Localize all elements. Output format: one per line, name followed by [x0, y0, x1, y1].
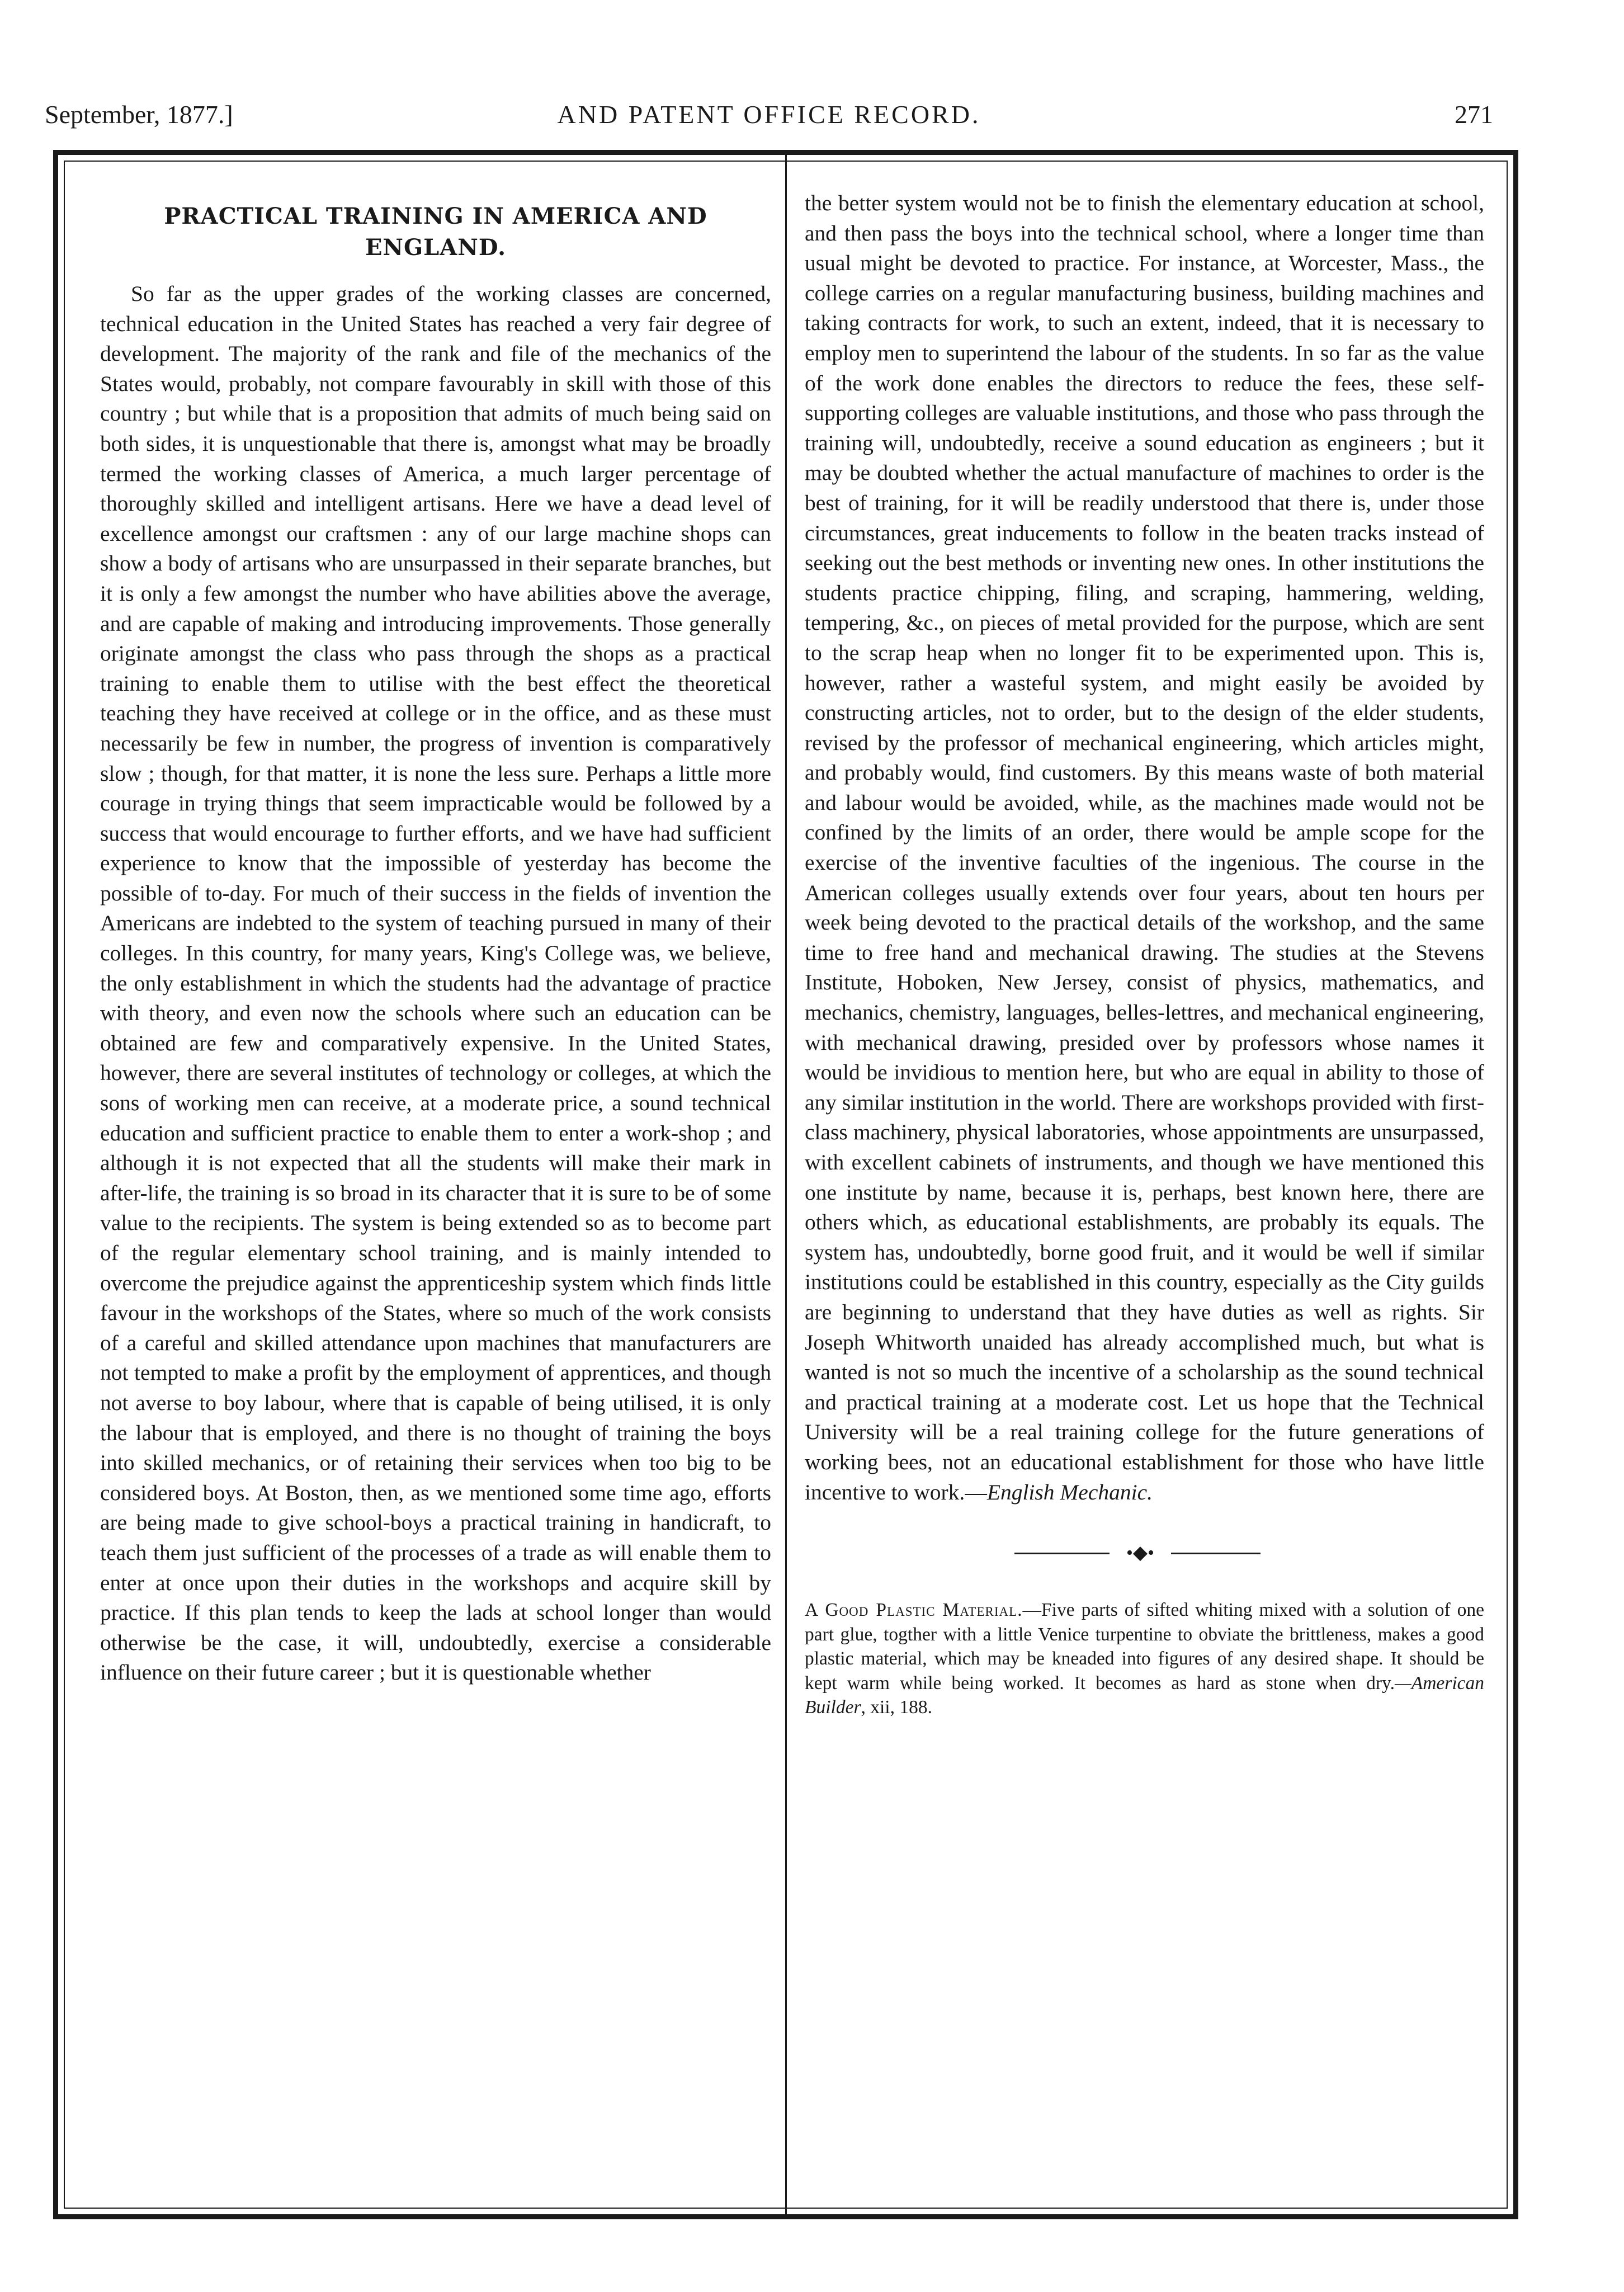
article-body-left: So far as the upper grades of the working classes are concerned, technical education in the United States has reached a very fair degree of development. The majority of the rank and file of the mechanics of the States would, probably, not compare favourably in skill with those of this country ; but while that is a proposition that admits of much being said on both sides, it is unquestionable that there is, amongst what may be broadly termed the working classes of America, a much larger percentage of thoroughly skilled and intelligent artisans. Here we have a dead level of excellence amongst our craftsmen : any of our large machine shops can show a body of artisans who are unsurpassed in their separate branches, but it is only a few amongst the number who have abilities above the average, and are capable of making and introducing improvements. Those generally originate amongst the class who pass through the shops as a practical training to enable them to utilise with the best effect the theoretical teaching they have received at college or in the office, and as these must necessarily be few in number, the progress of invention is comparatively slow ; though, for that matter, it is none the less sure. Perhaps a little more courage in trying things that seem impracticable would be followed by a success that would encourage to further efforts, and we have had sufficient experience to know that the impossible of yesterday has become the possible of to-day. For much of their success in the fields of invention the Americans are indebted to the system of teaching pursued in many of their colleges. In this country, for many years, King's College was, we believe, the only establishment in which the students had the advantage of practice with theory, and even now the schools where such an education can be obtained are few and comparatively expensive. In the United States, however, there are several institutes of technology or colleges, at which the sons of working men can receive, at a moderate price, a sound technical education and sufficient practice to enable them to enter a work-shop ; and although it is not expected that all the students will make their mark in after-life, the training is so broad in its character that it is sure to be of some value to the recipients. The system is being extended so as to become part of the regular elementary school training, and is mainly intended to overcome the prejudice against the apprenticeship system which finds little favour in the workshops of the States, where so much of the work consists of a careful and skilled attendance upon machines that manufacturers are not tempted to make a profit by the employment of apprentices, and though not averse to boy labour, where that is capable of being utilised, it is only the labour that is employed, and there is no thought of training the boys into skilled mechanics, or of retaining their services when too big to be considered boys. At Boston, then, as we mentioned some time ago, efforts are being made to give school-boys a practical training in handicraft, to teach them just sufficient of the processes of a trade as will enable them to enter at once upon their duties in the workshops and acquire skill by practice. If this plan tends to keep the lads at school longer than would otherwise be the case, it will, undoubtedly, exercise a considerable influence on their future career ; but it is questionable whether	[100, 281, 771, 1685]
section-ornament	[805, 1542, 1484, 1564]
left-column	[100, 188, 771, 1688]
article-body-right-text: the better system would not be to finish the elementary education at school, and then pass the boys into the technical school, where a longer time than usual might be devoted to practice. For instance, at Worcester, Mass., the college carries on a regular manufacturing business, building machines and taking contracts for work, to such an extent, indeed, that it is necessary to employ men to superintend the labour of the students. In so far as the value of the work done enables the directors to reduce the fees, these self-supporting colleges are valuable institutions, and those who pass through the training will, undoubtedly, receive a sound education as engineers ; but it may be doubted whether the actual manufacture of machines to order is the best of training, for it will be readily understood that there is, under those circumstances, great inducements to follow in the beaten tracks instead of seeking out the best methods or inventing new ones. In other institutions the students practice chipping, filing, and scraping, hammering, welding, tempering, &c., on pieces of metal provided for the purpose, which are sent to the scrap heap when no longer fit to be experimented upon. This is, however, rather a wasteful system, and might easily be avoided by constructing articles, not to order, but to the design of the elder students, revised by the professor of mechanical engineering, which articles might, and probably would, find customers. By this means waste of both material and labour would be avoided, while, as the machines made would not be confined by the limits of an order, there would be ample scope for the exercise of the inventive faculties of the ingenious. The course in the American colleges usually extends over four years, about ten hours per week being devoted to the practical details of the workshop, and the same time to free hand and mechanical drawing. The studies at the Stevens Institute, Hoboken, New Jersey, consist of physics, mathematics, and mechanics, chemistry, languages, belles-lettres, and mechanical engineering, with mechanical drawing, presided over by professors whose names it would be invidious to mention here, but who are equal in ability to those of any similar institution in the world. There are workshops provided with first-class machinery, physical laboratories, whose appointments are unsurpassed, with excellent cabinets of instruments, and though we have mentioned this one institute by name, because it is, perhaps, best known here, there are others which, as educational establishments, are probably its equals. The system has, undoubtedly, borne good fruit, and it would be well if similar institutions could be established in this country, especially as the City guilds are beginning to understand that they have duties as well as rights. Sir Joseph Whitworth unaided has already accomplished much, but what is wanted is not so much the incentive of a scholarship as the sound technical and practical training at a moderate cost. Let us hope that the Technical University will be a real training college for the future generations of working bees, not an educational establishment for those who have little incentive to work.	[805, 191, 1484, 1505]
article-source: English Mechanic.	[986, 1479, 1153, 1505]
ornament-glyph: •◆•	[1110, 1542, 1171, 1564]
page-frame	[53, 150, 1518, 2219]
note-body: —Five parts of sifted whiting mixed with a solution of one part glue, togther with a little Venice turpentine to obviate the brittleness, makes a good plastic material, which may be kneaded into figures of any desired shape. It should be kept warm while being worked. It becomes as hard as stone when dry.	[805, 1600, 1484, 1694]
article-body-right: the better system would not be to finish the elementary education at school, and then pass the boys into the technical school, where a longer time than usual might be devoted to practice. For instance, at Worcester, Mass., the college carries on a regular manufacturing business, building machines and taking contracts for work, to such an extent, indeed, that it is necessary to employ men to superintend the labour of the students. In so far as the value of the work done enables the directors to reduce the fees, these self-supporting colleges are valuable institutions, and those who pass through the training will, undoubtedly, receive a sound education as engineers ; but it may be doubted whether the actual manufacture of machines to order is the best of training, for it will be readily understood that there is, under those circumstances, great inducements to follow in the beaten tracks instead of seeking out the best methods or inventing new ones. In other institutions the students practice chipping, filing, and scraping, hammering, welding, tempering, &c., on pieces of metal provided for the purpose, which are sent to the scrap heap when no longer fit to be experimented upon. This is, however, rather a wasteful system, and might easily be avoided by constructing articles, not to order, but to the design of the elder students, revised by the professor of mechanical engineering, which articles might, and probably would, find customers. By this means waste of both material and labour would be avoided, while, as the machines made would not be confined by the limits of an order, there would be ample scope for the exercise of the inventive faculties of the ingenious. The course in the American colleges usually extends over four years, about ten hours per week being devoted to the practical details of the workshop, and the same time to free hand and mechanical drawing. The studies at the Stevens Institute, Hoboken, New Jersey, consist of physics, mathematics, and mechanics, chemistry, languages, belles-lettres, and mechanical engineering, with mechanical drawing, presided over by professors whose names it would be invidious to mention here, but who are equal in ability to those of any similar institution in the world. There are workshops provided with first-class machinery, physical laboratories, whose appointments are unsurpassed, with excellent cabinets of instruments, and though we have mentioned this one institute by name, because it is, perhaps, best known here, there are others which, as educational establishments, are probably its equals. The system has, undoubtedly, borne good fruit, and it would be well if similar institutions could be established in this country, especially as the City guilds are beginning to understand that they have duties as well as rights. Sir Joseph Whitworth unaided has already accomplished much, but what is wanted is not so much the incentive of a scholarship as the sound technical and practical training at a moderate cost. Let us hope that the Technical University will be a real training college for the future generations of working bees, not an educational establishment for those who have little incentive to work.—English Mechanic.	[805, 191, 1484, 1505]
note-plastic-material	[805, 1598, 1484, 1720]
note-title: A Good Plastic Material.	[805, 1600, 1023, 1621]
column-divider	[785, 155, 787, 2214]
note-source: —American Builder	[805, 1672, 1484, 1718]
running-head	[45, 100, 1493, 133]
page-number: 271	[1455, 100, 1493, 129]
right-column	[805, 188, 1484, 1720]
journal-title: AND PATENT OFFICE RECORD.	[557, 100, 981, 129]
issue-date: September, 1877.]	[45, 100, 233, 129]
article-heading: PRACTICAL TRAINING IN AMERICA AND ENGLAND.	[164, 203, 707, 261]
note-citation: , xii, 188.	[861, 1697, 932, 1718]
